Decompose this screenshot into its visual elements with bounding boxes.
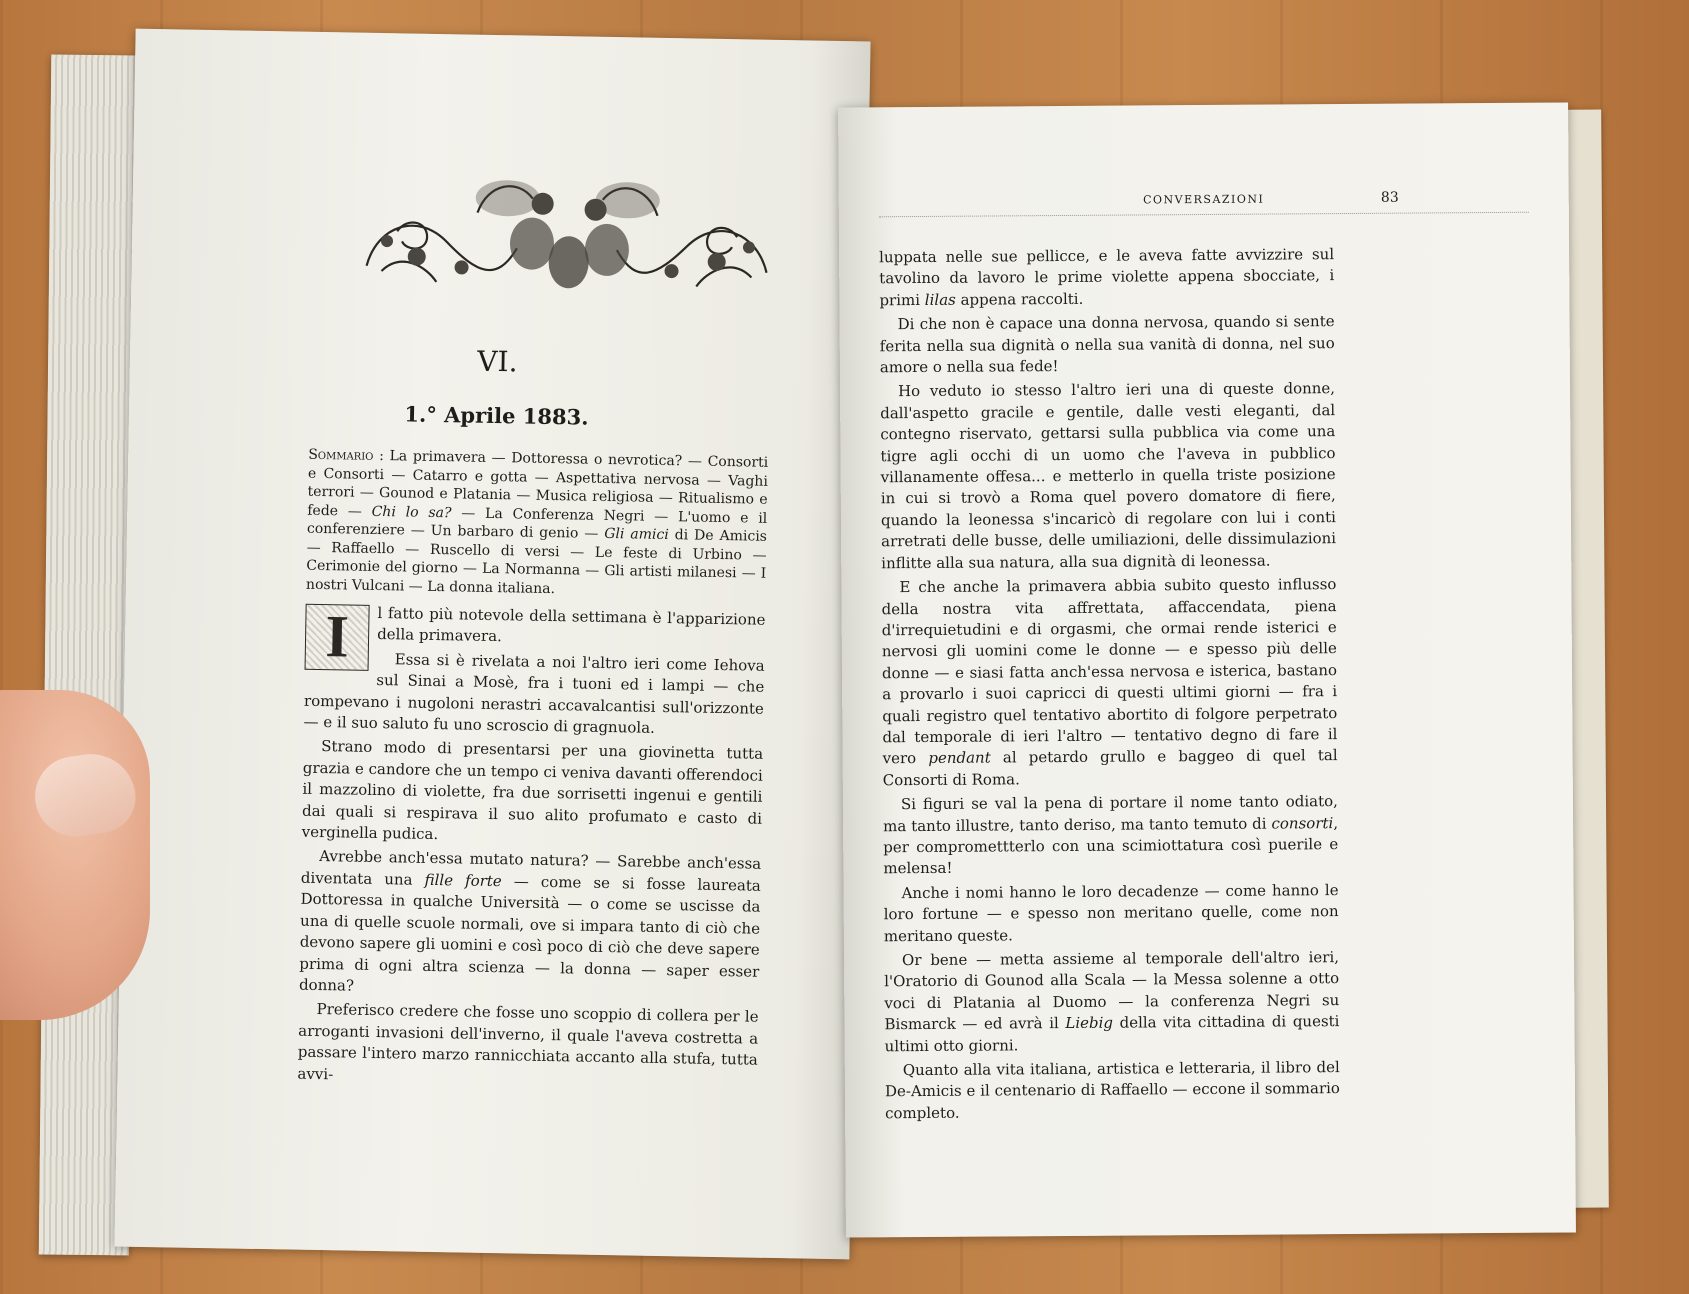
chapter-summary (306, 446, 769, 602)
paragraph: Strano modo di presentarsi per una giovinetta tutta grazia e candore che un tempo ci veniva davanti offerendoci il mazzolino di violette, fra due sorrisetti ingenui e gentili dai quali si respirava il suo alito profumato e casto di verginella pudica. (301, 737, 764, 844)
paragraph: E che anche la primavera abbia subito questo influsso della nostra vita affrettata, affaccendata, piena d'irrequietudini e di orgasmi, che ormai rende isterici e nervosi gli uomini come le donne — e spesso più delle donne — e siasi fatta anch'essa nervosa e isterica, bastano a provarlo i suoi capricci di questi ultimi giorni — fra i quali registro quel tentativo abortito di folgore perpetrato dal temporale di ieri l'altro — tentativo degno di fare il vero pendant al petardo grullo e baggeo di quel tal Consorti di Roma. (881, 575, 1338, 790)
holding-hand (0, 690, 150, 1020)
right-page-body (879, 244, 1340, 1127)
right-page (838, 102, 1576, 1237)
running-head (879, 188, 1529, 218)
paragraph: Quanto alla vita italiana, artistica e letteraria, il libro del De-Amicis e il centenario di Raffaello — eccone il sommario completo. (884, 1058, 1340, 1123)
paragraph: Preferisco credere che fosse uno scoppio di collera per le arroganti invasioni dell'inverno, il quale l'aveva costretta a passare l'intero marzo rannicchiata accanto alla stufa, tutta avvi- (297, 1000, 759, 1083)
summary-text: La primavera — Dottoressa o nevrotica? — Consorti e Consorti — Catarro e gotta — Aspettativa nervosa — Vaghi terrori — Gounod e Platania — Musica religiosa — Ritualismo e fede — (307, 448, 769, 520)
paragraph: Avrebbe anch'essa mutato natura? — Sarebbe anch'essa diventata una fille forte — come se si fosse laureata Dottoressa in qualche Università — o come se uscisse da una di quelle scuole normali, ove si impara tanto di ciò che devono sapere gli uomini e così poco di ciò che deve sapere prima di ogni altra scienza — la donna — saper esser donna? (298, 847, 762, 995)
paragraph: Di che non è capace una donna nervosa, quando si sente ferita nella sua dignità o nella sua vanità di donna, nel suo amore o nella sua fede! (879, 312, 1335, 377)
paragraph: Si figuri se val la pena di portare il nome tanto odiato, ma tanto illustre, tanto deriso, ma tanto temuto di consorti, per compromettterlo con una scimiottatura così puerile e melensa! (883, 792, 1339, 878)
left-page-body (297, 602, 765, 1096)
running-title: CONVERSAZIONI (1143, 192, 1265, 207)
summary-text: di De Amicis — Raffaello — Ruscello di versi — Le feste di Urbino — Cerimonie del giorno — La Normanna — Gli artisti milanesi — I nostri Vulcani — La donna italiana. (305, 527, 768, 597)
page-number: 83 (1380, 189, 1399, 206)
summary-label: Sommario : (308, 446, 384, 465)
paragraph: Anche i nomi hanno le loro decadenze — come hanno le loro fortune — e spesso non meritano quelle, come non meritano queste. (883, 880, 1339, 945)
dropcap-letter: I (324, 603, 350, 670)
summary-text-italic: Gli amici (604, 525, 669, 544)
chapter-date: 1.° Aprile 1883. (404, 401, 589, 430)
left-page (114, 29, 870, 1260)
summary-text: — La Conferenza Negri — L'uomo e il conferenziere — Un barbaro di genio — (306, 504, 768, 542)
chapter-number: VI. (477, 344, 518, 379)
summary-text-italic: Chi lo sa? (371, 503, 452, 521)
paragraph: Ho veduto io stesso l'altro ieri una di queste donne, dall'aspetto gracile e gentile, dalle vesti eleganti, dal contegno riservato, gettarsi sulla pubblica via come una tigre agli occhi di un uomo che l'aveva in pubblico villanamente offesa... e metterlo in quella triste posizione in cui si trovò a Roma quel povero domatore di fiere, quando la leonessa s'incaricò di regolare con lui i conti arretrati delle busse, delle umiliazioni, delle dissimulazioni inflitte alla sua natura, alla sua dignità di leonessa. (880, 379, 1337, 572)
paragraph: l fatto più notevole della settimana è l'apparizione della primavera. (376, 603, 766, 646)
paragraph: luppata nelle sue pellicce, e le aveva fatte avvizzire sul tavolino da lavoro le prime violette appena sbocciate, i primi lilas appena raccolti. (879, 245, 1335, 310)
paragraph: Essa si è rivelata a noi l'altro ieri come Iehova sul Sinai a Mosè, fra i tuoni ed i lampi — che rompevano i nugoloni nerastri accavalcantisi sull'orizzonte — e il suo saluto fu uno scroscio di gragnuola. (303, 650, 765, 737)
paragraph: Or bene — metta assieme al temporale dell'altro ieri, l'Oratorio di Gounod alla Scala — la Messa solenne a otto voci di Platania al Duomo — la conferenza Negri su Bismarck — ed avrà il Liebig della vita cittadina di questi ultimi otto giorni. (884, 948, 1340, 1055)
ornamental-headpiece (356, 171, 778, 303)
decorated-initial (305, 604, 370, 671)
